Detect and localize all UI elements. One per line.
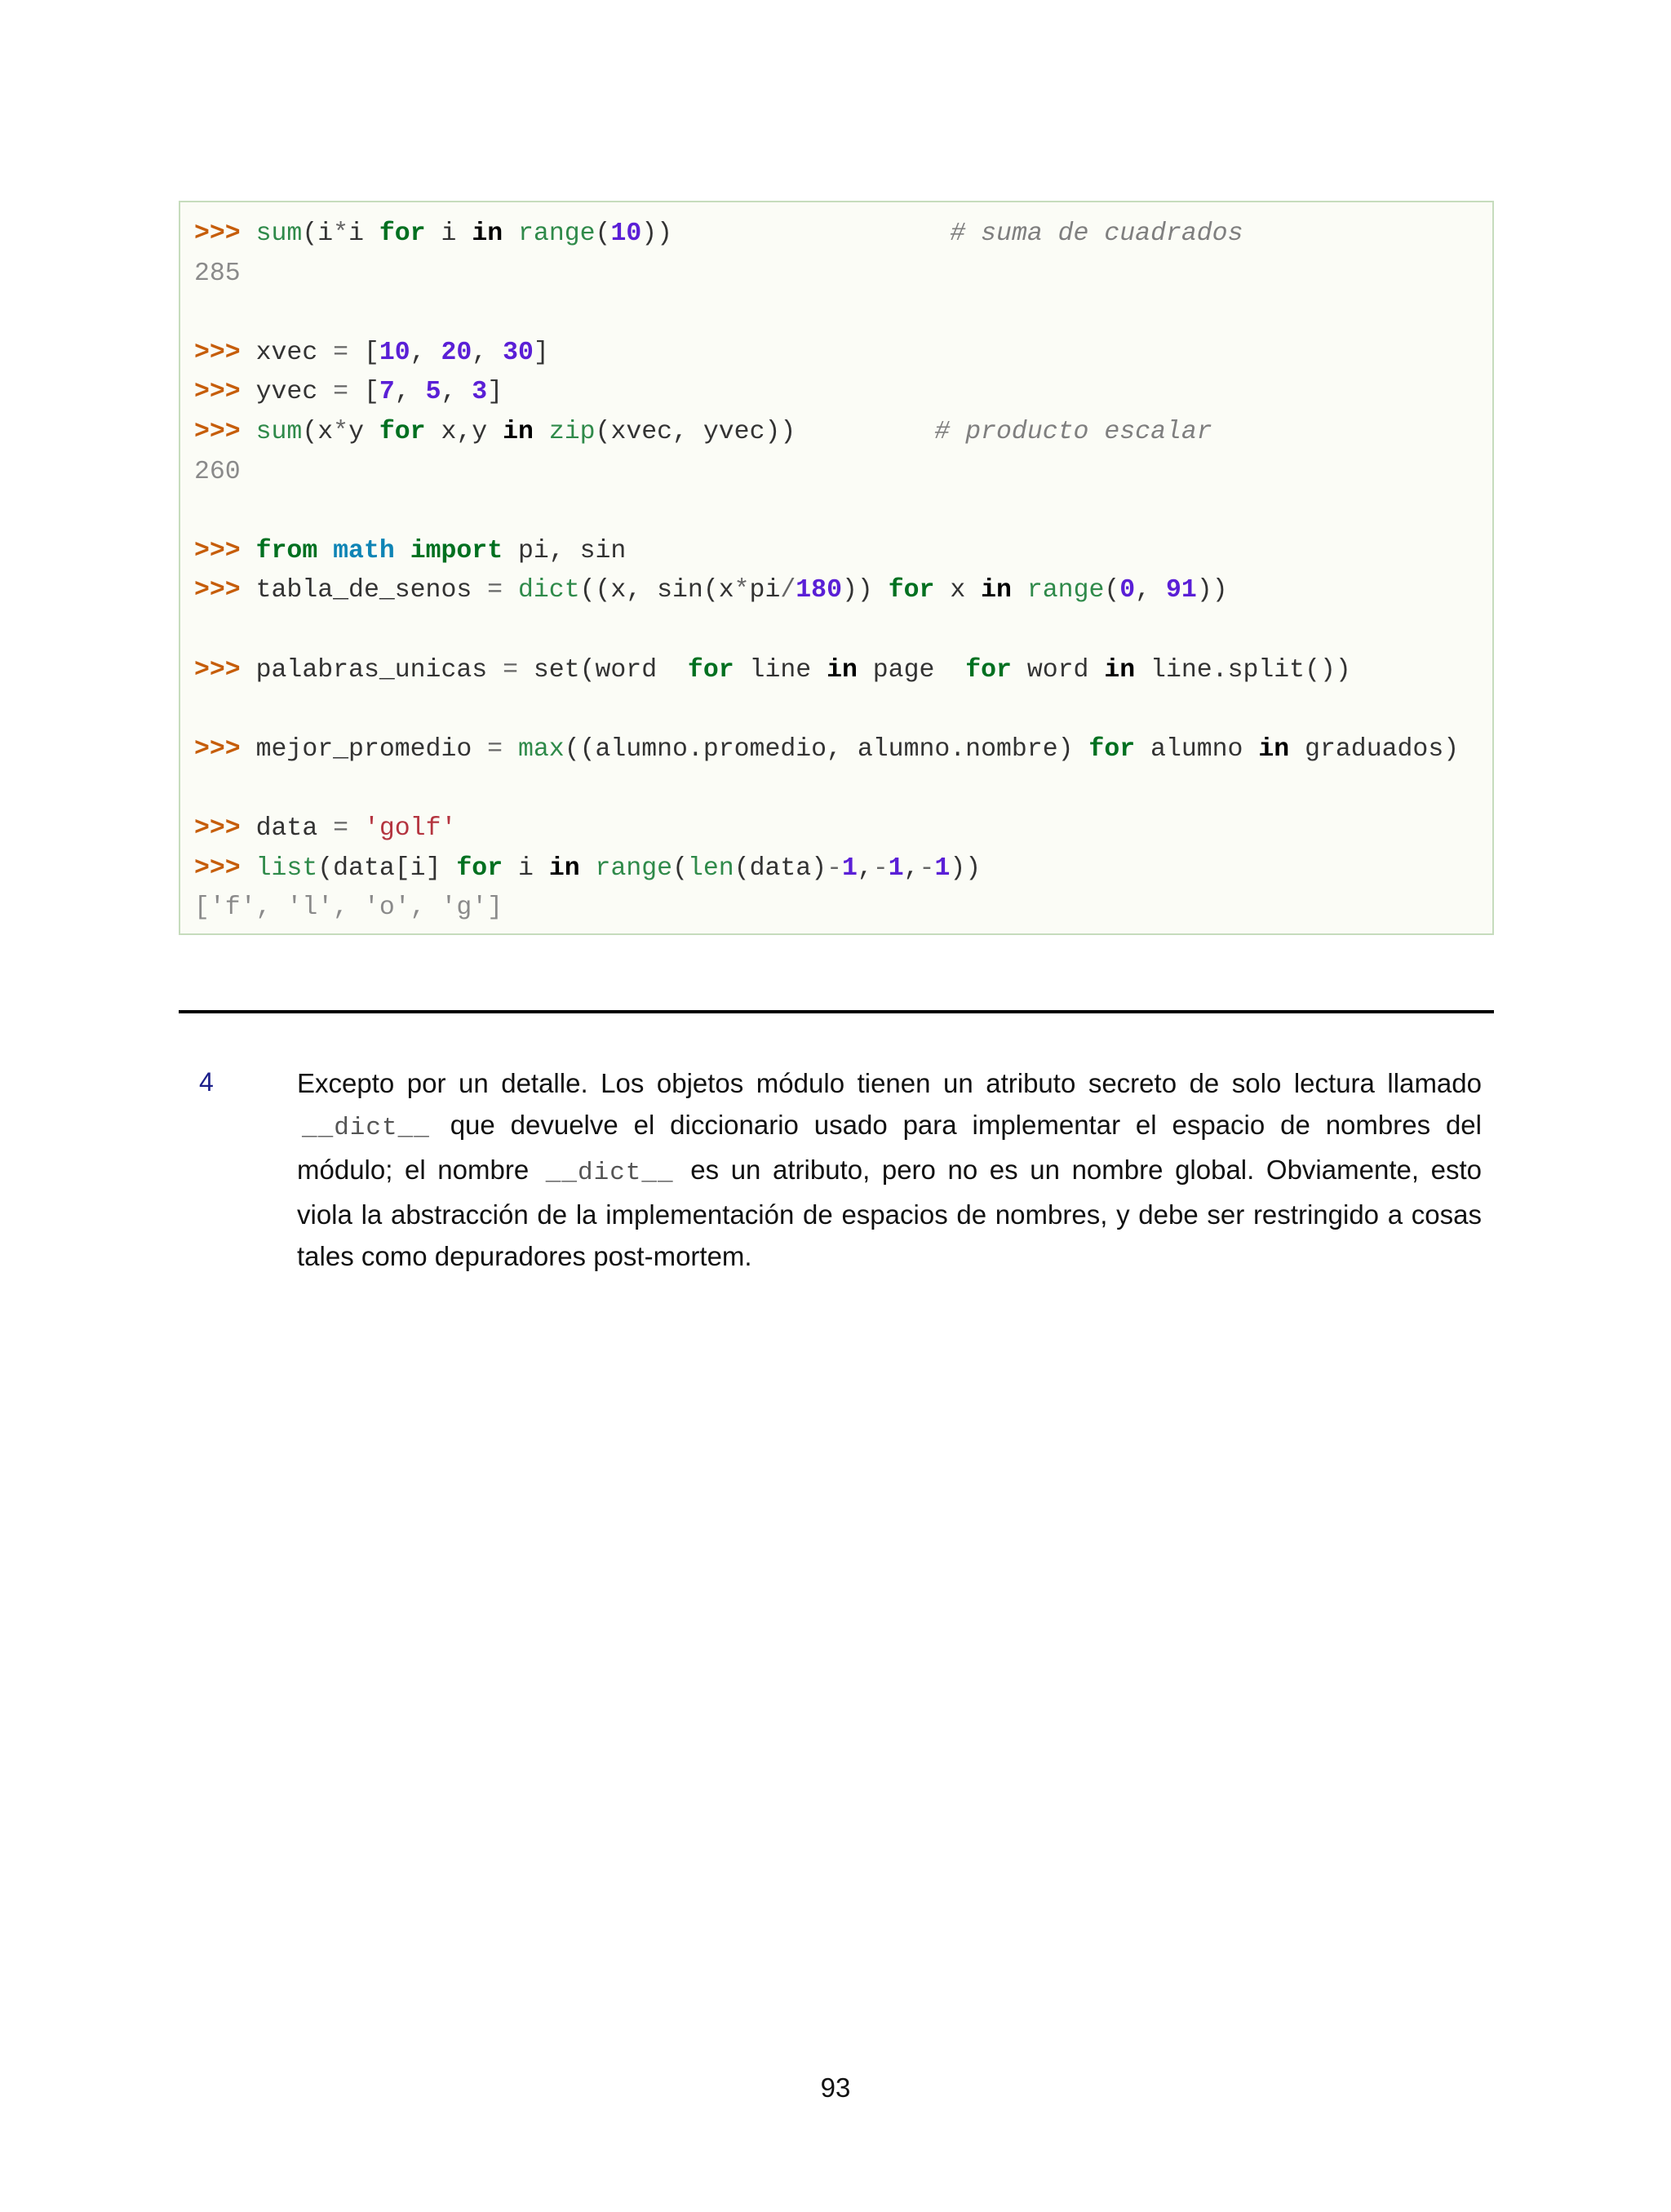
page-number: 93 [820, 2072, 851, 2103]
code-token: (xvec, yvec)) [595, 417, 935, 446]
code-token: >>> [194, 576, 256, 605]
code-token: , [394, 378, 426, 407]
code-token [348, 814, 364, 843]
code-token: >>> [194, 338, 256, 367]
code-line [194, 413, 1492, 453]
code-token: xvec [255, 338, 334, 367]
code-line [194, 651, 1492, 691]
code-token [534, 418, 549, 446]
code-token: 0 [1119, 576, 1136, 605]
code-token: # producto escalar [934, 417, 1212, 446]
code-token: - [919, 853, 935, 883]
code-token: from [255, 536, 318, 565]
code-token: * [333, 417, 349, 446]
code-token [580, 854, 596, 883]
code-token: word [1011, 655, 1105, 685]
code-token: alumno [1135, 734, 1259, 764]
code-token: 10 [610, 219, 642, 248]
code-token: # suma de cuadrados [950, 219, 1243, 248]
code-token [503, 219, 518, 248]
code-token [1012, 576, 1027, 605]
code-block [179, 201, 1494, 935]
code-token: = [333, 813, 349, 843]
code-token: yvec [255, 378, 334, 407]
code-token: )) [950, 853, 982, 883]
code-token: >>> [194, 655, 256, 685]
code-token: in [548, 853, 580, 883]
code-token: for [379, 417, 426, 446]
code-token: zip [548, 417, 596, 446]
code-token: = [333, 378, 349, 407]
code-token: >>> [194, 853, 256, 883]
code-token: in [1104, 655, 1136, 685]
code-token: pi, sin [503, 536, 627, 565]
footnote-code-dict-2: __dict__ [545, 1159, 674, 1187]
code-token: (i [302, 219, 334, 248]
code-token: line.split()) [1135, 655, 1351, 685]
code-token: )) [641, 219, 951, 248]
code-line [194, 255, 1492, 295]
code-token: , [441, 378, 472, 407]
code-token: list [255, 853, 318, 883]
code-line [194, 215, 1492, 255]
code-token: range [518, 219, 596, 248]
code-token: in [503, 417, 534, 446]
code-token: 30 [503, 338, 534, 367]
code-token: i [503, 853, 549, 883]
code-token: pi [749, 576, 781, 605]
code-token: , [410, 338, 441, 367]
code-token: 180 [796, 576, 842, 605]
code-token: )) [841, 576, 889, 605]
code-token: (x [302, 417, 334, 446]
code-token: mejor_promedio [255, 734, 488, 764]
code-token: tabla_de_senos [255, 576, 488, 605]
footnote-text-part3: es un atributo, pero no es un nombre global. Obviamente, esto viola la abstracción de la implementación de espacios de nombres, y debe ser restringido a cosas tales como depuradores post-mortem. [297, 1155, 1482, 1271]
code-token: ((x, sin(x [579, 576, 734, 605]
code-token: set(word [517, 655, 688, 685]
code-token: in [981, 576, 1012, 605]
code-token: >>> [194, 219, 256, 248]
code-token: ((alumno.promedio, alumno.nombre) [564, 734, 1089, 764]
code-token [317, 537, 333, 565]
code-token: i [348, 219, 379, 248]
footnote-number: 4 [199, 1067, 214, 1097]
code-token: for [687, 655, 734, 685]
code-token: 20 [441, 338, 472, 367]
code-line [194, 849, 1492, 889]
code-token: page [857, 655, 966, 685]
code-line [194, 769, 1492, 809]
code-token: [ [348, 338, 379, 367]
code-token: graduados) [1289, 734, 1460, 764]
code-token: y [348, 417, 379, 446]
code-token [503, 735, 518, 764]
code-token: , [857, 853, 873, 883]
code-token: = [487, 734, 503, 764]
code-token: ] [487, 378, 503, 407]
code-token: dict [517, 576, 580, 605]
code-token: >>> [194, 734, 256, 764]
code-token: ( [1104, 576, 1120, 605]
code-token: palabras_unicas [255, 655, 503, 685]
footnote-text-part1: Excepto por un detalle. Los objetos módulo tienen un atributo secreto de solo lectura llamado [297, 1068, 1482, 1098]
code-line [194, 889, 1492, 929]
code-token: 3 [472, 378, 488, 407]
code-token: ] [533, 338, 549, 367]
code-token: range [1026, 576, 1105, 605]
code-token: - [872, 853, 889, 883]
code-token: for [888, 576, 935, 605]
code-token: in [1258, 734, 1290, 764]
code-token: 1 [888, 853, 904, 883]
code-token: 7 [379, 378, 395, 407]
code-line [194, 809, 1492, 849]
code-token: for [1088, 734, 1136, 764]
code-token: data [255, 813, 334, 843]
code-token: for [965, 655, 1012, 685]
code-line [194, 730, 1492, 770]
code-token: >>> [194, 813, 256, 843]
code-token: , [1135, 576, 1166, 605]
code-token: max [517, 734, 565, 764]
code-token: = [503, 655, 518, 685]
code-token: 10 [379, 338, 410, 367]
code-token: x [934, 576, 982, 605]
code-token: ['f', 'l', 'o', 'g'] [194, 893, 503, 923]
code-token: >>> [194, 417, 256, 446]
code-token: 260 [194, 457, 241, 486]
code-line [194, 453, 1492, 493]
code-token: sum [255, 219, 303, 248]
code-token: * [333, 219, 349, 248]
code-token: - [827, 853, 843, 883]
code-token: (data[i] [317, 853, 457, 883]
footnote-text-part2: que devuelve el diccionario usado para implementar el espacio de nombres del módulo; el nombre [297, 1110, 1482, 1185]
footnote-separator [179, 1010, 1494, 1013]
code-token: in [472, 219, 503, 248]
code-token: 5 [425, 378, 441, 407]
code-token [503, 576, 518, 605]
code-token: sum [255, 417, 303, 446]
footnote-text [297, 1062, 1482, 1277]
code-token: 'golf' [363, 813, 457, 843]
code-token: = [333, 338, 349, 367]
code-line [194, 373, 1492, 413]
code-line [194, 492, 1492, 532]
code-token: 285 [194, 259, 241, 288]
code-token: * [734, 576, 750, 605]
code-token: , [903, 853, 920, 883]
code-token: ( [672, 853, 688, 883]
code-token: in [827, 655, 858, 685]
code-line [194, 611, 1492, 651]
code-token: >>> [194, 378, 256, 407]
code-token: / [780, 576, 796, 605]
code-token: >>> [194, 536, 256, 565]
code-token: = [487, 576, 503, 605]
code-token: [ [348, 378, 379, 407]
code-token: len [687, 853, 734, 883]
code-token: ( [595, 219, 611, 248]
code-line [194, 294, 1492, 334]
code-token: range [595, 853, 673, 883]
code-line [194, 334, 1492, 374]
code-line [194, 571, 1492, 611]
code-token: for [456, 853, 503, 883]
code-token: line [734, 655, 827, 685]
code-token: , [472, 338, 503, 367]
code-token: import [410, 536, 503, 565]
code-token: x,y [425, 417, 503, 446]
code-line [194, 532, 1492, 572]
code-token: (data) [734, 853, 827, 883]
code-token: 1 [934, 853, 951, 883]
code-token: )) [1196, 576, 1228, 605]
footnote-code-dict-1: __dict__ [302, 1114, 430, 1142]
code-line [194, 690, 1492, 730]
code-token: for [379, 219, 426, 248]
code-token: 1 [842, 853, 858, 883]
code-token: i [425, 219, 472, 248]
code-token: 91 [1166, 576, 1197, 605]
code-token: math [333, 536, 395, 565]
code-token [395, 537, 410, 565]
